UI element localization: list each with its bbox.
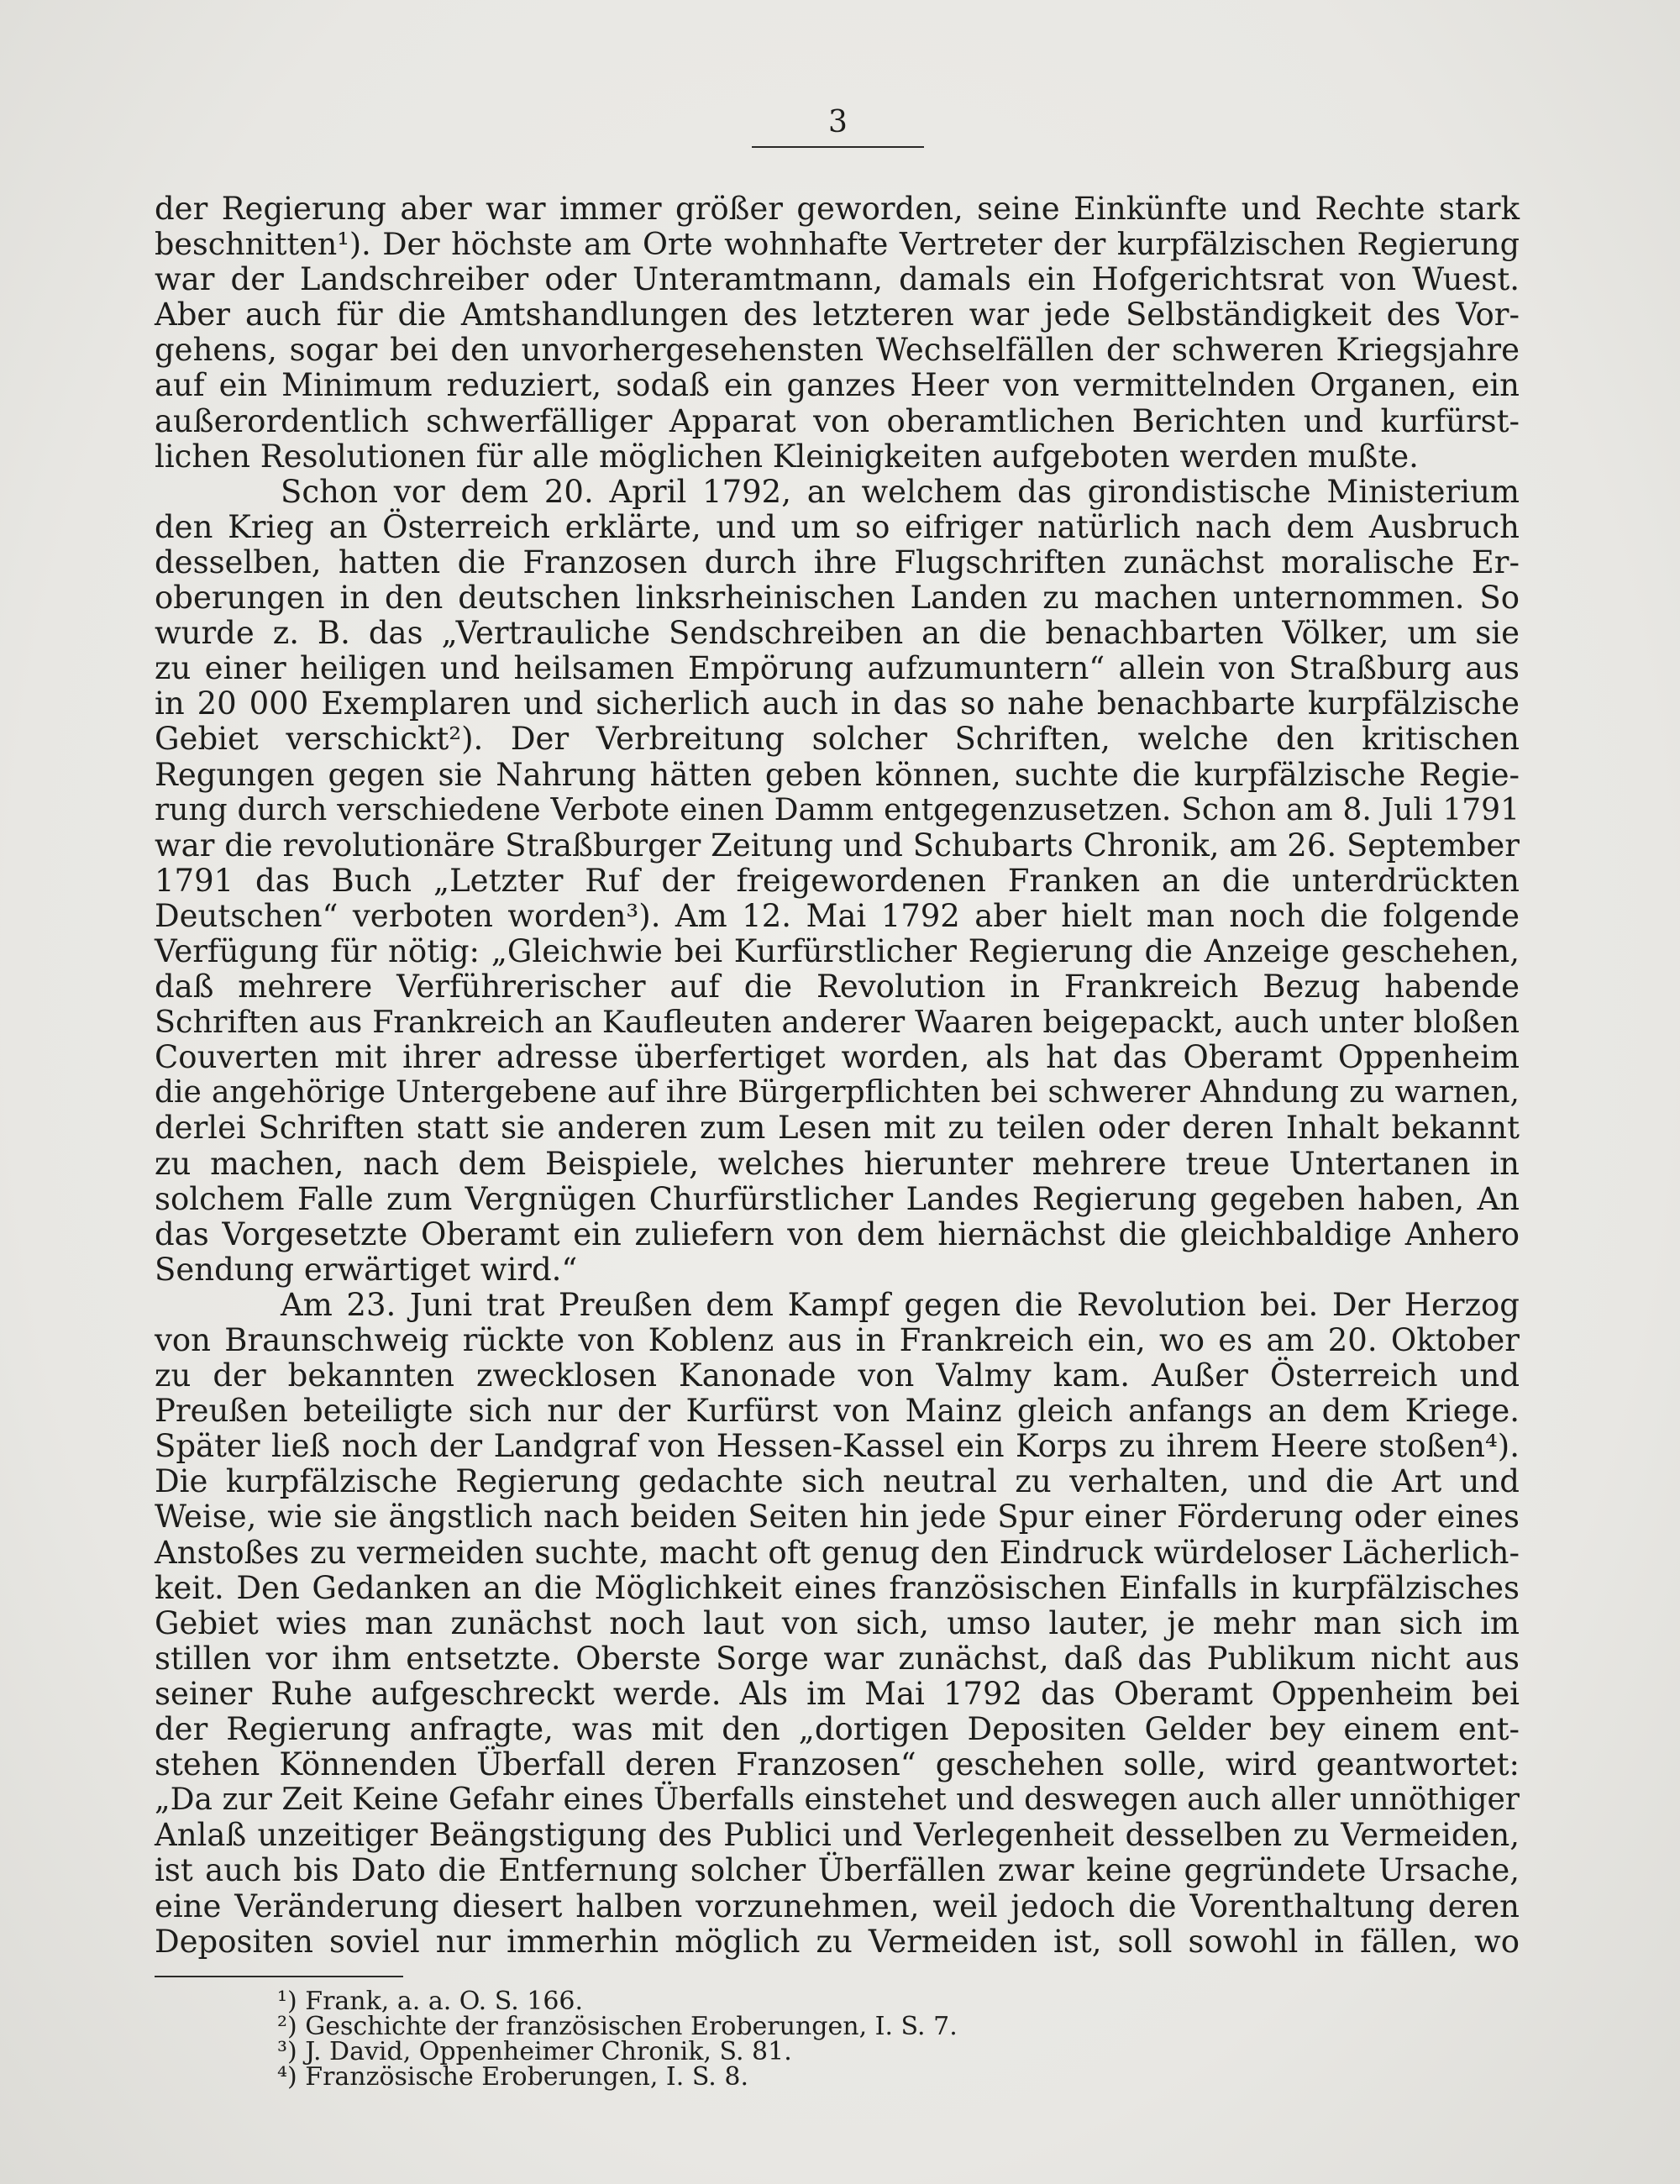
page-number: 3 xyxy=(828,105,848,139)
text-line: Aber auch für die Amtshandlungen des letzteren war jede Selbständigkeit des Vor- xyxy=(155,297,1520,333)
text-line: Weise, wie sie ängstlich nach beiden Seiten hin jede Spur einer Förderung oder eines xyxy=(155,1499,1520,1536)
text-line: „Da zur Zeit Keine Gefahr eines Überfalls einstehet und deswegen auch aller unnöthiger xyxy=(155,1782,1520,1818)
text-line: derlei Schriften statt sie anderen zum Lesen mit zu teilen oder deren Inhalt bekannt xyxy=(155,1110,1520,1147)
text-line: Preußen beteiligte sich nur der Kurfürst von Mainz gleich anfangs an dem Kriege. xyxy=(155,1393,1520,1430)
text-line: Später ließ noch der Landgraf von Hessen-Kassel ein Korps zu ihrem Heere stoßen⁴). xyxy=(155,1428,1520,1465)
text-line: Gebiet verschickt²). Der Verbreitung solcher Schriften, welche den kritischen xyxy=(155,721,1520,758)
footnotes xyxy=(277,1989,1117,2090)
text-line: Couverten mit ihrer adresse überfertiget worden, als hat das Oberamt Oppenheim xyxy=(155,1039,1520,1076)
text-line: Regungen gegen sie Nahrung hätten geben können, suchte die kurpfälzische Regie- xyxy=(155,756,1520,793)
text-line: Schriften aus Frankreich an Kaufleuten anderer Waaren beigepackt, auch unter bloßen xyxy=(155,1004,1520,1041)
text-line: Gebiet wies man zunächst noch laut von sich, umso lauter, je mehr man sich im xyxy=(155,1604,1520,1641)
text-line: zu einer heiligen und heilsamen Empörung aufzumuntern“ allein von Straßburg aus xyxy=(155,650,1520,687)
text-line: den Krieg an Österreich erklärte, und um so eifriger natürlich nach dem Ausbruch xyxy=(155,508,1520,545)
text-line: gehens, sogar bei den unvorhergesehensten Wechselfällen der schweren Kriegsjahre xyxy=(155,332,1520,369)
text-line: in 20 000 Exemplaren und sicherlich auch in das so nahe benachbarte kurpfälzische xyxy=(155,685,1520,722)
text-line: stillen vor ihm entsetzte. Oberste Sorge war zunächst, daß das Publikum nicht aus xyxy=(155,1640,1520,1677)
text-line: desselben, hatten die Franzosen durch ihre Flugschriften zunächst moralische Er- xyxy=(155,543,1520,580)
text-line: oberungen in den deutschen linksrheinischen Landen zu machen unternommen. So xyxy=(155,580,1520,617)
text-line: eine Veränderung diesert halben vorzunehmen, weil jedoch die Vorenthaltung deren xyxy=(155,1887,1520,1924)
text-line: rung durch verschiedene Verbote einen Damm entgegenzusetzen. Schon am 8. Juli 1791 xyxy=(155,792,1520,827)
text-line: seiner Ruhe aufgeschreckt werde. Als im Mai 1792 das Oberamt Oppenheim bei xyxy=(155,1675,1520,1712)
page-number-rule xyxy=(752,146,924,148)
text-line: keit. Den Gedanken an die Möglichkeit eines französischen Einfalls in kurpfälzisches xyxy=(155,1569,1520,1606)
text-line: war die revolutionäre Straßburger Zeitung und Schubarts Chronik, am 26. September xyxy=(155,827,1520,864)
text-line: das Vorgesetzte Oberamt ein zuliefern von dem hiernächst die gleichbaldige Anhero xyxy=(155,1215,1520,1252)
text-line: war der Landschreiber oder Unteramtmann, damals ein Hofgerichtsrat von Wuest. xyxy=(155,261,1520,298)
text-line: der Regierung anfragte, was mit den „dortigen Depositen Gelder bey einem ent- xyxy=(155,1711,1520,1748)
text-line: zu der bekannten zwecklosen Kanonade von Valmy kam. Außer Österreich und xyxy=(155,1357,1520,1394)
text-line: ist auch bis Dato die Entfernung solcher Überfällen zwar keine gegründete Ursache, xyxy=(155,1852,1520,1889)
text-line: Depositen soviel nur immerhin möglich zu Vermeiden ist, soll sowohl in fällen, wo xyxy=(155,1923,1520,1960)
footnote-rule xyxy=(155,1976,403,1977)
footnote: ¹) Frank, a. a. O. S. 166. xyxy=(277,1987,584,2016)
text-line: stehen Könnenden Überfall deren Franzosen“ geschehen solle, wird geantwortet: xyxy=(155,1746,1520,1783)
text-line: Anstoßes zu vermeiden suchte, macht oft genug den Eindruck würdeloser Lächerlich- xyxy=(155,1534,1520,1571)
text-line: 1791 das Buch „Letzter Ruf der freigewordenen Franken an die unterdrückten xyxy=(155,862,1520,899)
text-line: solchem Falle zum Vergnügen Churfürstlicher Landes Regierung gegeben haben, An xyxy=(155,1180,1520,1217)
footnote: ²) Geschichte der französischen Eroberungen, I. S. 7. xyxy=(277,2012,958,2041)
text-line: wurde z. B. das „Vertrauliche Sendschreiben an die benachbarten Völker, um sie xyxy=(155,615,1520,652)
text-line: Deutschen“ verboten worden³). Am 12. Mai 1792 aber hielt man noch die folgende xyxy=(155,897,1520,934)
text-line: lichen Resolutionen für alle möglichen Kleinigkeiten aufgeboten werden mußte. xyxy=(155,438,1419,475)
text-line: Sendung erwärtiget wird.“ xyxy=(155,1251,578,1288)
text-line: daß mehrere Verführerischer auf die Revolution in Frankreich Bezug habende xyxy=(155,969,1520,1005)
text-line: Schon vor dem 20. April 1792, an welchem das girondistische Ministerium xyxy=(281,473,1520,510)
text-line: der Regierung aber war immer größer geworden, seine Einkünfte und Rechte stark xyxy=(155,191,1520,227)
text-line: von Braunschweig rückte von Koblenz aus in Frankreich ein, wo es am 20. Oktober xyxy=(155,1322,1520,1358)
text-line: Die kurpfälzische Regierung gedachte sich neutral zu verhalten, und die Art und xyxy=(155,1463,1520,1500)
text-line: außerordentlich schwerfälliger Apparat von oberamtlichen Berichten und kurfürst- xyxy=(155,402,1520,439)
footnote: ³) J. David, Oppenheimer Chronik, S. 81. xyxy=(277,2037,792,2066)
text-line: Anlaß unzeitiger Beängstigung des Publici und Verlegenheit desselben zu Vermeiden, xyxy=(155,1817,1520,1854)
text-line: Am 23. Juni trat Preußen dem Kampf gegen die Revolution bei. Der Herzog xyxy=(281,1286,1520,1323)
footnote: ⁴) Französische Eroberungen, I. S. 8. xyxy=(277,2062,748,2092)
text-line: zu machen, nach dem Beispiele, welches hierunter mehrere treue Untertanen in xyxy=(155,1145,1520,1182)
text-line: Verfügung für nötig: „Gleichwie bei Kurfürstlicher Regierung die Anzeige geschehen, xyxy=(155,932,1520,969)
text-line: die angehörige Untergebene auf ihre Bürgerpflichten bei schwerer Ahndung zu warnen, xyxy=(155,1075,1520,1110)
text-line: beschnitten¹). Der höchste am Orte wohnhafte Vertreter der kurpfälzischen Regierung xyxy=(155,226,1520,263)
body-text xyxy=(155,192,1520,1995)
text-line: auf ein Minimum reduziert, sodaß ein ganzes Heer von vermittelnden Organen, ein xyxy=(155,367,1520,404)
